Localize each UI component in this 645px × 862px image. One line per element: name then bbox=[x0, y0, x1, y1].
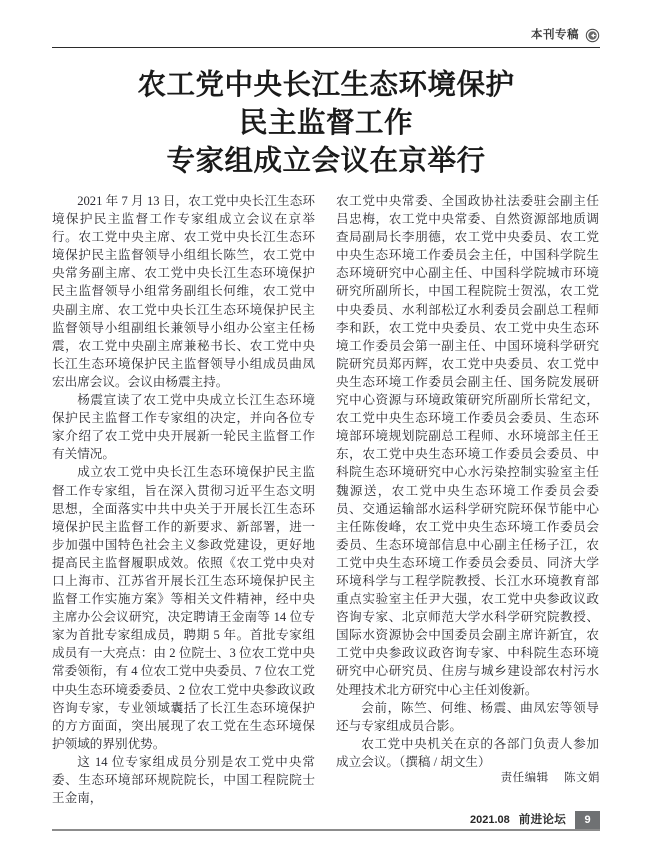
title-line-3: 专家组成立会议在京举行 bbox=[166, 145, 486, 177]
footer-issue-date: 2021.08 bbox=[470, 814, 510, 826]
editor-byline bbox=[501, 769, 600, 785]
running-head-label: 本刊专稿 bbox=[531, 28, 579, 41]
title-line-2: 民主监督工作 bbox=[238, 107, 413, 139]
page-footer bbox=[470, 811, 600, 829]
footer-journal-name: 前进论坛 bbox=[518, 814, 566, 826]
paragraph: 2021 年 7 月 13 日，农工党中央长江生态环境保护民主监督工作专家组成立会议在京举行。农工党中央主席、农工党中央长江生态环境保护民主监督领导小组组长陈竺，农工党中央常务副主席、农工党中央长江生态环境保护民主监督领导小组常务副组长何维，农工党中央副主席、农工党中央长江生态环境保护民主监督领导小组副组长兼领导小组办公室主任杨震，农工党中央副主席兼秘书长、农工党中央长江生态环境保护民主监督领导小组成员曲凤宏出席会议。会议由杨震主持。 bbox=[52, 194, 315, 389]
paragraph: 成立农工党中央长江生态环境保护民主监督工作专家组，旨在深入贯彻习近平生态文明思想，全面落实中共中央关于开展长江生态环境保护民主监督工作的新要求、新部署，进一步加强中国特色社会主义参政党建设，更好地提高民主监督履职成效。依照《农工党中央对口上海市、江苏省开展长江生态环境保护民主监督工作实施方案》等相关文件精神，经中央主席办公会议研究，决定聘请王金南等 14 位专家为首批专家组成员，聘期 5 年。首批专家组成员有一大亮点：由 2 位院士、3 位农工党中央常委领衔，有 4 位农工党中央委员、7 位农工党中央生态环境委委员、2 位农工党中央参政议政咨询专家，专业领域囊括了长江生态环境保护的方方面面，突出展现了农工党在生态环境保护领域的界别优势。 bbox=[52, 465, 315, 751]
article-body bbox=[52, 192, 600, 806]
paragraph: 农工党中央机关在京的各部门负责人参加成立会议。（撰稿 / 胡文生） bbox=[336, 736, 599, 769]
editor-name: 陈文娟 bbox=[564, 772, 600, 784]
paragraph: 杨震宣读了农工党中央成立长江生态环境保护民主监督工作专家组的决定，并向各位专家介绍了农工党中央开展新一轮民主监督工作有关情况。 bbox=[52, 393, 315, 462]
paragraph: 会前，陈竺、何维、杨震、曲凤宏等领导还与专家组成员合影。 bbox=[336, 700, 599, 733]
paragraph: 农工党中央常委、全国政协社法委驻会副主任吕忠梅，农工党中央常委、自然资源部地质调查局副局长李朋德，农工党中央委员、农工党中央生态环境工作委员会主任，中国科学院生态环境研究中心副主任、中国科学院城市环境研究所副所长，中国工程院院士贺泓，农工党中央委员、水利部松辽水利委员会副总工程师李和跃，农工党中央委员、农工党中央生态环境工作委员会第一副主任、中国环境科学研究院研究员郑丙辉，农工党中央委员、农工党中央生态环境工作委员会副主任、国务院发展研究中心资源与环境政策研究所副所长常纪文，农工党中央生态环境工作委员会委员、生态环境部环境规划院副总工程师、水环境部主任王东，农工党中央生态环境工作委员会委员、中科院生态环境研究中心水污染控制实验室主任魏源送，农工党中央生态环境工作委员会委员、交通运输部水运科学研究院环保节能中心主任陈俊峰，农工党中央生态环境工作委员会委员、生态环境部信息中心副主任杨子江，农工党中央生态环境工作委员会委员、同济大学环境科学与工程学院教授、长江水环境教育部重点实验室主任尹大强，农工党中央参政议政咨询专家、北京师范大学水科学研究院教授、国际水资源协会中国委员会副主席许新宜，农工党中央参政议政咨询专家、中科院生态环境研究中心研究员、住房与城乡建设部农村污水处理技术北方研究中心主任刘俊新。 bbox=[336, 194, 599, 697]
footer-page-number: 9 bbox=[575, 811, 600, 829]
footer-divider bbox=[52, 829, 600, 831]
body-column-right bbox=[336, 192, 599, 792]
running-head bbox=[531, 28, 600, 43]
title-line-1: 农工党中央长江生态环境保护 bbox=[137, 69, 515, 101]
article-title bbox=[52, 66, 600, 180]
body-column-left bbox=[52, 192, 315, 806]
paragraph: 这 14 位专家组成员分别是农工党中央常委、生态环境部环规院院长，中国工程院院士王金南， bbox=[52, 754, 315, 806]
editor-role-label: 责任编辑 bbox=[500, 772, 549, 784]
circled-arrow-icon bbox=[585, 28, 600, 43]
header-divider bbox=[52, 47, 600, 48]
